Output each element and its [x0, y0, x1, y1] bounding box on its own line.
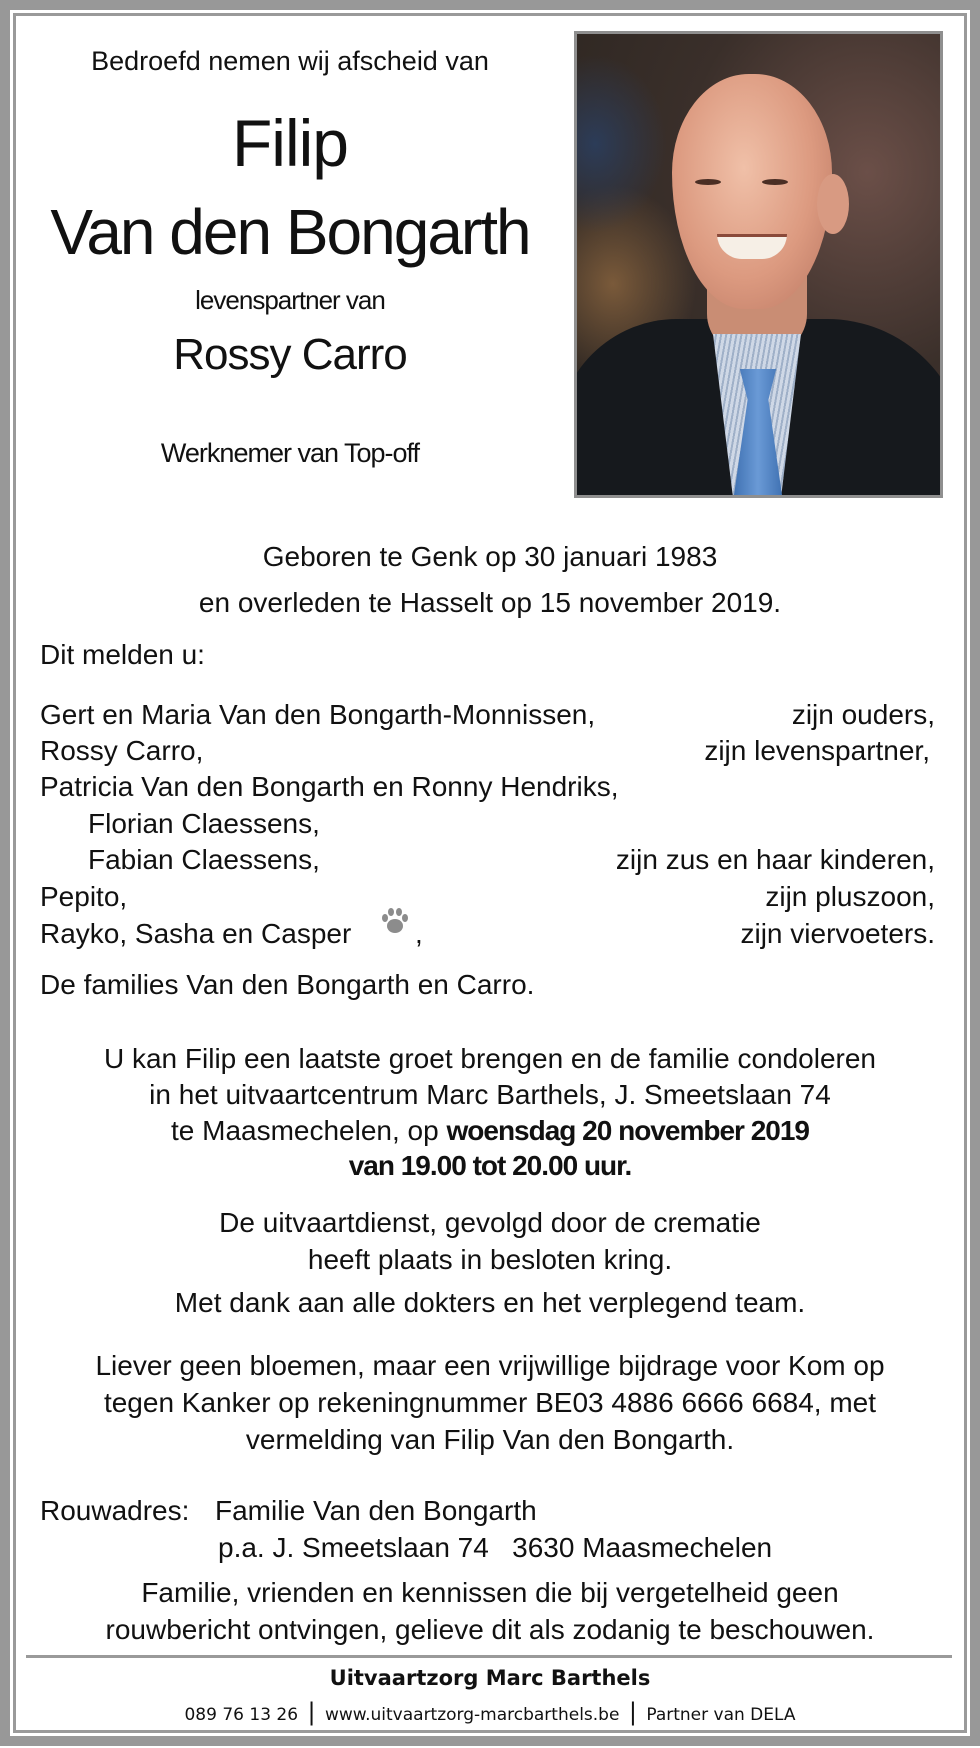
birth-text: Geboren te Genk op 30 januari 1983	[262, 541, 718, 572]
divider: |	[628, 1698, 637, 1726]
partner-label: levenspartner van	[195, 285, 385, 315]
announcer-name: Pepito,	[40, 881, 128, 912]
address-line-2: p.a. J. Smeetslaan 74 3630 Maasmechelen	[218, 1532, 773, 1563]
portrait-photo	[574, 31, 943, 498]
visitation-line-2: in het uitvaartcentrum Marc Barthels, J. Smeetslaan 74	[149, 1079, 831, 1110]
visitation-place: te Maasmechelen, op	[170, 1115, 447, 1146]
announcer-relation: zijn levenspartner,	[704, 735, 930, 766]
announcer-name: Fabian Claessens,	[88, 844, 320, 875]
death-text: en overleden te Hasselt op 15 november 2019.	[198, 587, 782, 618]
donation-line-1: Liever geen bloemen, maar een vrijwillige bijdrage voor Kom op	[95, 1350, 885, 1381]
announcer-name: Patricia Van den Bongarth en Ronny Hendriks,	[40, 771, 619, 802]
website-link[interactable]: www.uitvaartzorg-marcbarthels.be	[324, 1705, 620, 1725]
visitation-line-1: U kan Filip een laatste groet brengen en de familie condoleren	[103, 1043, 877, 1074]
announcer-name: Rossy Carro,	[40, 735, 204, 766]
notice-line-1: Familie, vrienden en kennissen die bij vergetelheid geen	[141, 1577, 839, 1608]
donation-line-2: tegen Kanker op rekeningnummer BE03 4886 6666 6684, met	[103, 1387, 877, 1418]
funeral-home-contact	[17, 1700, 963, 1724]
announcer-relation: zijn zus en haar kinderen,	[615, 844, 935, 875]
deceased-first-name: Filip	[231, 106, 348, 180]
donation-line-3: vermelding van Filip Van den Bongarth.	[245, 1424, 735, 1455]
visitation-line-3	[17, 1117, 963, 1145]
address-line-1: Familie Van den Bongarth	[215, 1495, 537, 1526]
address-label: Rouwadres:	[40, 1495, 190, 1526]
visitation-time: van 19.00 tot 20.00 uur.	[348, 1150, 632, 1181]
announcer-name: Gert en Maria Van den Bongarth-Monnissen,	[40, 699, 596, 730]
announcers-intro: Dit melden u:	[40, 639, 205, 670]
divider: |	[307, 1698, 316, 1726]
visitation-date: woensdag 20 november 2019	[446, 1115, 809, 1146]
service-line-2: heeft plaats in besloten kring.	[307, 1244, 673, 1275]
employer-text: Werknemer van Top-off	[160, 438, 420, 468]
paw-icon	[380, 907, 410, 935]
families-text: De families Van den Bongarth en Carro.	[40, 969, 535, 1000]
footer-divider	[26, 1655, 952, 1658]
funeral-home-name: Uitvaartzorg Marc Barthels	[329, 1666, 651, 1690]
deceased-last-name: Van den Bongarth	[50, 196, 530, 268]
announcer-relation: zijn ouders,	[791, 699, 935, 730]
announcer-relation: zijn viervoeters.	[740, 918, 935, 949]
announcer-name-suffix: ,	[415, 918, 423, 949]
partner-text: Partner van DELA	[646, 1705, 796, 1725]
notice-line-2: rouwbericht ontvingen, gelieve dit als zodanig te beschouwen.	[105, 1614, 875, 1645]
announcer-name: Florian Claessens,	[88, 808, 320, 839]
announcer-name: Rayko, Sasha en Casper	[40, 918, 352, 949]
face	[672, 74, 832, 309]
service-line-1: De uitvaartdienst, gevolgd door de crematie	[219, 1207, 761, 1238]
partner-name: Rossy Carro	[173, 330, 407, 379]
announcer-relation: zijn pluszoon,	[765, 881, 935, 912]
phone-number: 089 76 13 26	[184, 1705, 299, 1725]
intro-text: Bedroefd nemen wij afscheid van	[91, 46, 489, 76]
thanks-text: Met dank aan alle dokters en het verplegend team.	[174, 1287, 806, 1318]
